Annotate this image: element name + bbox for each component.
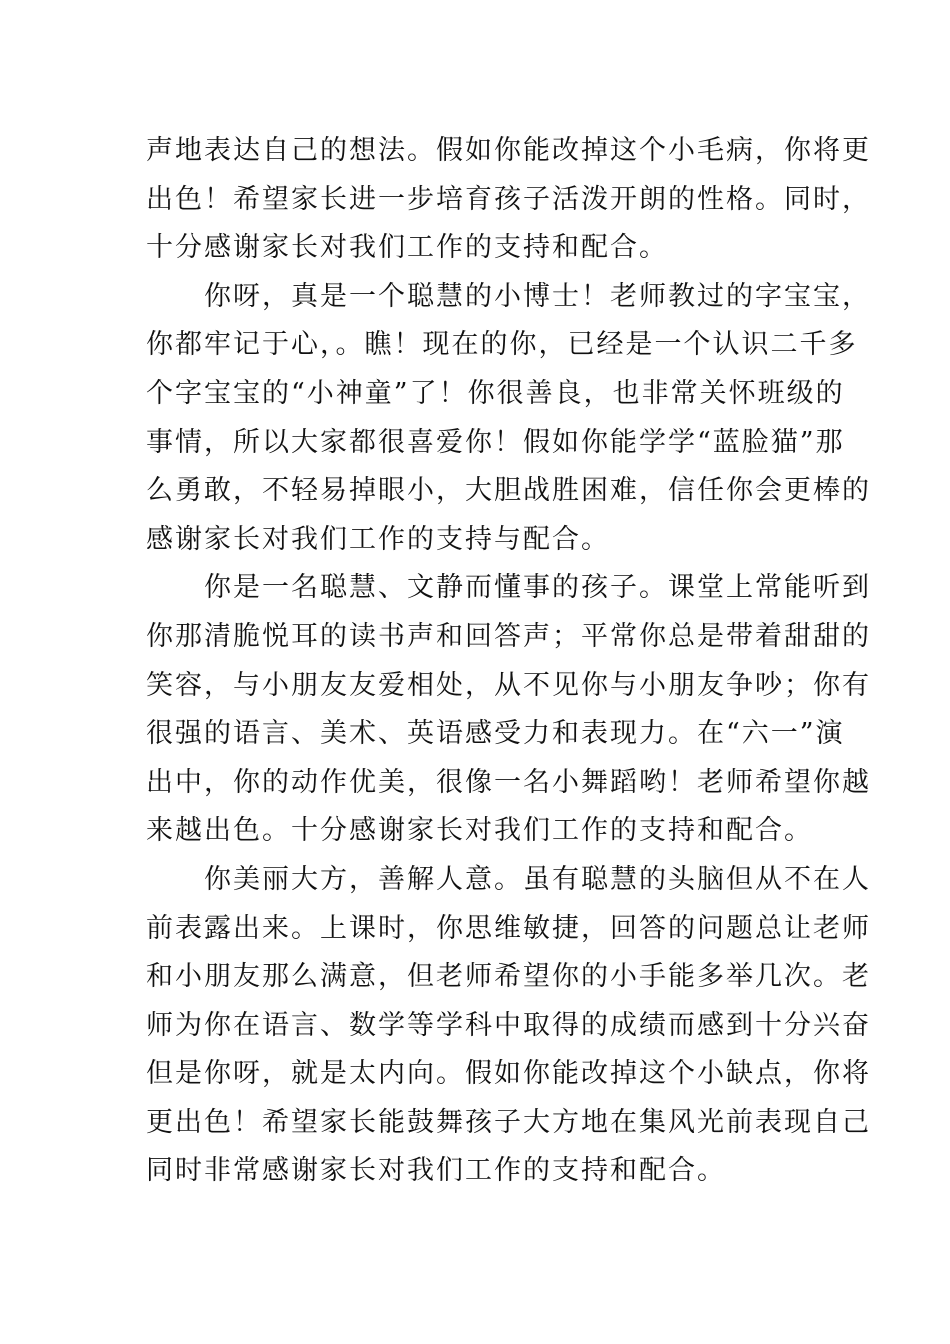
text-line: 更出色！希望家长能鼓舞孩子大方地在集风光前表现自己 (146, 1106, 871, 1138)
text-line: 来越出色。十分感谢家长对我们工作的支持和配合。 (146, 815, 813, 847)
text-line: 但是你呀，就是太内向。假如你能改掉这个小缺点，你将 (146, 1058, 871, 1090)
text-line: 你都牢记于心，。瞧！现在的你，已经是一个认识二千多 (146, 329, 858, 361)
text-line: 很强的语言、美术、英语感受力和表现力。在“六一”演 (146, 718, 845, 750)
document-body (146, 127, 871, 1196)
text-line: 同时非常感谢家长对我们工作的支持和配合。 (146, 1155, 726, 1187)
text-line: 和小朋友那么满意，但老师希望你的小手能多举几次。老 (146, 961, 871, 993)
text-line: 出中，你的动作优美，很像一名小舞蹈哟！老师希望你越 (146, 766, 871, 798)
text-line: 感谢家长对我们工作的支持与配合。 (146, 523, 610, 555)
text-line: 个字宝宝的“小神童”了！你很善良，也非常关怀班级的 (146, 377, 845, 409)
paragraph-1 (146, 127, 871, 273)
paragraph-2 (146, 273, 871, 565)
text-line: 你呀，真是一个聪慧的小博士！老师教过的字宝宝， (204, 280, 871, 312)
text-line: 前表露出来。上课时，你思维敏捷，回答的问题总让老师 (146, 912, 871, 944)
paragraph-4 (146, 856, 871, 1196)
text-line: 你是一名聪慧、文静而懂事的孩子。课堂上常能听到 (204, 572, 871, 604)
text-line: 你美丽大方，善解人意。虽有聪慧的头脑但从不在人 (204, 863, 871, 895)
text-line: 十分感谢家长对我们工作的支持和配合。 (146, 232, 668, 264)
text-line: 师为你在语言、数学等学科中取得的成绩而感到十分兴奋 (146, 1009, 871, 1041)
text-line: 事情，所以大家都很喜爱你！假如你能学学“蓝脸猫”那 (146, 426, 845, 458)
text-line: 你那清脆悦耳的读书声和回答声；平常你总是带着甜甜的 (146, 620, 871, 652)
text-line: 么勇敢，不轻易掉眼小，大胆战胜困难，信任你会更棒的 (146, 475, 871, 507)
paragraph-3 (146, 564, 871, 856)
text-line: 出色！希望家长进一步培育孩子活泼开朗的性格。同时， (146, 183, 871, 215)
text-line: 声地表达自己的想法。假如你能改掉这个小毛病，你将更 (146, 135, 871, 166)
text-line: 笑容，与小朋友友爱相处，从不见你与小朋友争吵；你有 (146, 669, 871, 701)
